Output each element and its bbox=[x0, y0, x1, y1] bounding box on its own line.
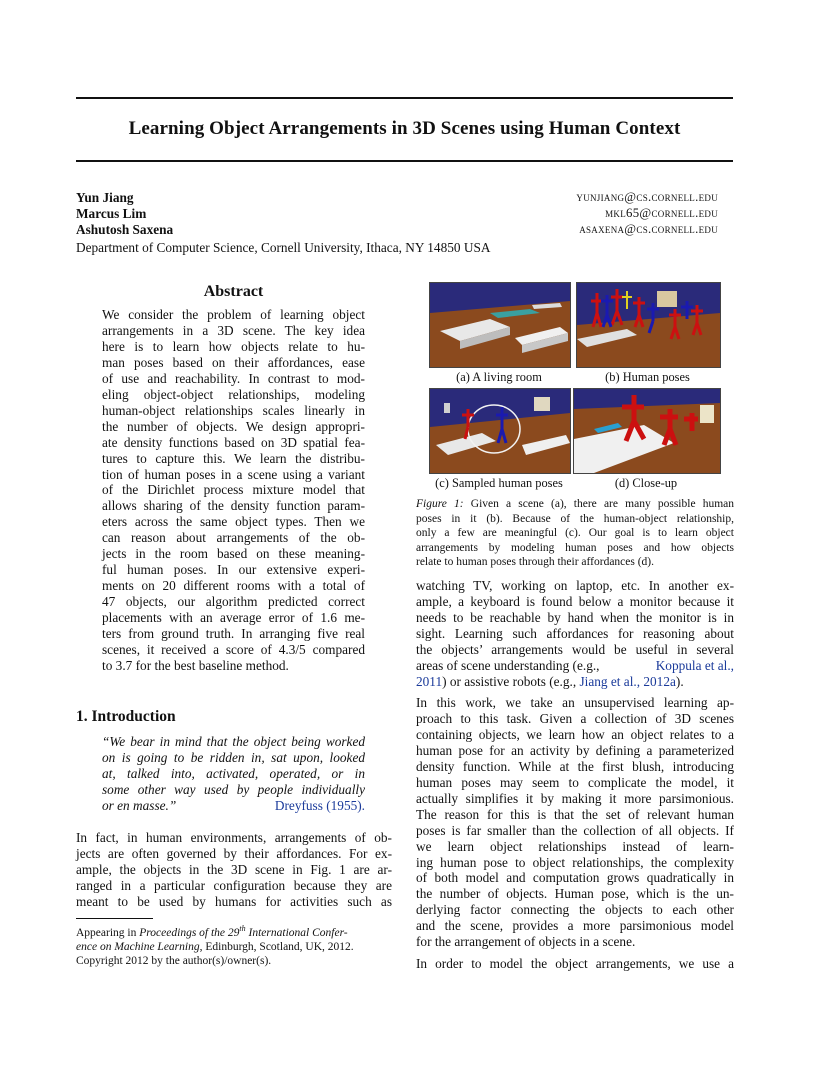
author-name: Ashutosh Saxena bbox=[76, 222, 174, 237]
body-line: scenes, it received a score of 4.3/5 compared bbox=[102, 642, 365, 658]
subcaption-a: (a) A living room bbox=[456, 370, 542, 384]
section-heading-introduction: 1. Introduction bbox=[76, 708, 176, 725]
figure-panel-a-living-room bbox=[429, 282, 571, 368]
caption-line bbox=[416, 497, 734, 512]
caption-line: only a few are meaningful (c). Our goal is to learn object bbox=[416, 527, 734, 540]
affiliation: Department of Computer Science, Cornell University, Ithaca, NY 14850 USA bbox=[76, 240, 491, 255]
figure-panel-d-close-up bbox=[573, 388, 721, 474]
right-column-paragraph-3 bbox=[416, 956, 734, 972]
caption-line: arrangements by modeling human poses and how objects bbox=[416, 541, 734, 554]
footnote-venue: International Confer- bbox=[245, 926, 348, 939]
figure-panel-b-human-poses bbox=[576, 282, 721, 368]
body-text: areas of scene understanding (e.g., bbox=[416, 658, 600, 673]
footnote-line: Copyright 2012 by the author(s)/owner(s). bbox=[76, 954, 272, 967]
human-poses-scene-image bbox=[577, 283, 720, 367]
body-line: the number of objects. Human pose, which is the un- bbox=[416, 886, 734, 902]
body-line: of the Dirichlet process mixture model that bbox=[102, 482, 365, 498]
body-line: ranged in a particular configuration because they are bbox=[76, 877, 392, 893]
body-line: sight. Learning such affordances for reasoning about bbox=[416, 625, 734, 641]
body-line: for the arrangement of objects in a scene. bbox=[416, 934, 636, 950]
body-line: ful human poses. In our extensive experi- bbox=[102, 562, 365, 578]
intro-paragraph bbox=[76, 830, 392, 910]
quote-line: “We bear in mind that the object being worked bbox=[102, 734, 365, 749]
body-line: tures to capture this. We learn the distribu- bbox=[102, 450, 365, 466]
body-line: and the scene, provides a more parsimonious model bbox=[416, 918, 734, 934]
body-line: eling object-object relationships, modeling bbox=[102, 386, 365, 402]
body-line: of both model and computation grows quadratically in bbox=[416, 870, 734, 886]
body-line: proach to this task. Given a collection of 3D scenes bbox=[416, 710, 734, 726]
footnote-venue: Proceedings of the 29 bbox=[139, 926, 240, 939]
body-line: the number of objects. We design appropri- bbox=[102, 418, 365, 434]
body-line: ing human pose to object relationships, the complexity bbox=[416, 854, 734, 870]
caption-label: Figure 1: bbox=[416, 498, 464, 510]
footnote-line bbox=[76, 940, 394, 954]
body-line: human poses may seem to complicate the model, it bbox=[416, 774, 734, 790]
top-rule bbox=[76, 97, 733, 99]
body-line: We consider the problem of learning object bbox=[102, 307, 365, 322]
body-line: human-object relationships scales linearly in bbox=[102, 402, 365, 418]
body-line: actually simplifies it by making it more parsimonious. bbox=[416, 790, 734, 806]
body-line: derlying factor connecting the objects to each other bbox=[416, 902, 734, 918]
body-line: The reason for this is that the set of relevant human bbox=[416, 806, 734, 822]
author-name: Yun Jiang bbox=[76, 190, 134, 205]
footnote bbox=[76, 922, 394, 968]
body-line: poses is far smaller than the collection of all objects. If bbox=[416, 822, 734, 838]
footnote-text: , Edinburgh, Scotland, UK, 2012. bbox=[199, 940, 354, 953]
caption-line: poses in it (b). Because of the human-object relationship, bbox=[416, 512, 734, 525]
body-line: can reason about arrangements of the ob- bbox=[102, 530, 365, 546]
body-line: eters across the same object types. Then we bbox=[102, 514, 365, 530]
footnote-rule bbox=[76, 918, 153, 919]
body-line: placements with an average error of 1.6 me- bbox=[102, 610, 365, 626]
body-line: containing objects, we learn how an object relates to a bbox=[416, 726, 734, 742]
citation-link[interactable]: 2011 bbox=[416, 673, 443, 689]
body-line: needs to be reachable by hand when the monitor is in bbox=[416, 609, 734, 625]
author-name: Marcus Lim bbox=[76, 206, 147, 221]
caption-text: Given a scene (a), there are many possible human bbox=[463, 498, 735, 510]
body-line: allows sharing of the density function param- bbox=[102, 498, 365, 514]
body-line: to 3.7 for the best baseline method. bbox=[102, 657, 289, 673]
caption-line: relate to human poses through their affordances (d). bbox=[416, 556, 655, 569]
body-line: man poses based on their affordances, ease bbox=[102, 354, 365, 370]
figure-panel-c-sampled-poses bbox=[429, 388, 571, 474]
paper-title: Learning Object Arrangements in 3D Scenes using Human Context bbox=[128, 118, 681, 139]
subcaption-b: (b) Human poses bbox=[605, 370, 690, 384]
body-line: ments on 20 different rooms with a total of bbox=[102, 578, 365, 594]
body-line: we learn object relationships instead of learn- bbox=[416, 838, 734, 854]
quote-last-line: or en masse.” bbox=[102, 798, 177, 813]
close-up-scene-image bbox=[574, 389, 720, 473]
body-line: ample, a keyboard is found below a monitor because it bbox=[416, 593, 734, 609]
abstract-body bbox=[102, 307, 365, 674]
author-email: mkl65@cornell.edu bbox=[605, 206, 718, 220]
body-line: ters from ground truth. In arranging five real bbox=[102, 626, 365, 642]
body-line: 47 objects, our algorithm predicted correct bbox=[102, 594, 365, 610]
body-line: ate density functions based on 3D spatial fea- bbox=[102, 434, 365, 450]
footnote-text: Appearing in bbox=[76, 926, 140, 939]
subcaption-d: (d) Close-up bbox=[614, 476, 678, 490]
right-column-paragraph-1-tail bbox=[416, 658, 734, 690]
body-line: watching TV, working on laptop, etc. In another ex- bbox=[416, 578, 734, 593]
citation-link[interactable]: Jiang et al., 2012a bbox=[579, 673, 676, 689]
body-line bbox=[416, 674, 734, 690]
body-line bbox=[416, 658, 734, 674]
footnote-venue: ence on Machine Learning bbox=[76, 940, 200, 953]
body-line: human pose for an activity by defining a parameterized bbox=[416, 742, 734, 758]
footnote-sup: th bbox=[239, 924, 246, 933]
body-line: meant to be used by humans for activities such as bbox=[76, 893, 392, 909]
body-line: of use and reachability. In contrast to mod- bbox=[102, 370, 365, 386]
body-line: jects in the room based on these meaning- bbox=[102, 546, 365, 562]
body-line: tion of human poses in a scene using a variant bbox=[102, 466, 365, 482]
body-line: density function. While at the first blush, introducing bbox=[416, 758, 734, 774]
right-column-paragraph-1 bbox=[416, 578, 734, 658]
body-line: arrangements in a 3D scene. The key idea bbox=[102, 322, 365, 338]
quote-line: some other way used by people individually bbox=[102, 782, 365, 797]
quote-line bbox=[102, 798, 365, 814]
footnote-line bbox=[76, 922, 394, 940]
quote-line: on is going to be ridden in, sat upon, looked bbox=[102, 750, 365, 765]
quote-citation-link[interactable]: Dreyfuss (1955). bbox=[274, 798, 365, 813]
quote-line: at, talked into, activated, operated, or in bbox=[102, 766, 365, 781]
author-email: yunjiang@cs.cornell.edu bbox=[576, 190, 718, 204]
abstract-heading: Abstract bbox=[203, 283, 264, 300]
body-text: ) or assistive robots (e.g., bbox=[442, 673, 580, 689]
right-column-paragraph-2 bbox=[416, 695, 734, 950]
body-line: In fact, in human environments, arrangements of ob- bbox=[76, 830, 392, 845]
body-line: In order to model the object arrangements, we use a bbox=[416, 956, 734, 971]
author-email: asaxena@cs.cornell.edu bbox=[579, 222, 718, 236]
sampled-poses-scene-image bbox=[430, 389, 570, 473]
title-bottom-rule bbox=[76, 160, 733, 162]
body-line: jects are often governed by their affordances. For ex- bbox=[76, 845, 392, 861]
figure-caption bbox=[416, 497, 734, 570]
living-room-scene-image bbox=[430, 283, 570, 367]
subcaption-c: (c) Sampled human poses bbox=[435, 476, 563, 490]
citation-link[interactable]: Koppula et al., bbox=[655, 658, 734, 673]
epigraph-quote bbox=[102, 734, 365, 814]
body-line: the objects’ arrangements would be useful in several bbox=[416, 641, 734, 657]
body-line: here is to learn how objects relate to hu- bbox=[102, 338, 365, 354]
body-line: ample, the objects in the 3D scene in Fig. 1 are ar- bbox=[76, 861, 392, 877]
body-text: ). bbox=[675, 673, 684, 689]
body-line: In this work, we take an unsupervised learning ap- bbox=[416, 695, 734, 710]
